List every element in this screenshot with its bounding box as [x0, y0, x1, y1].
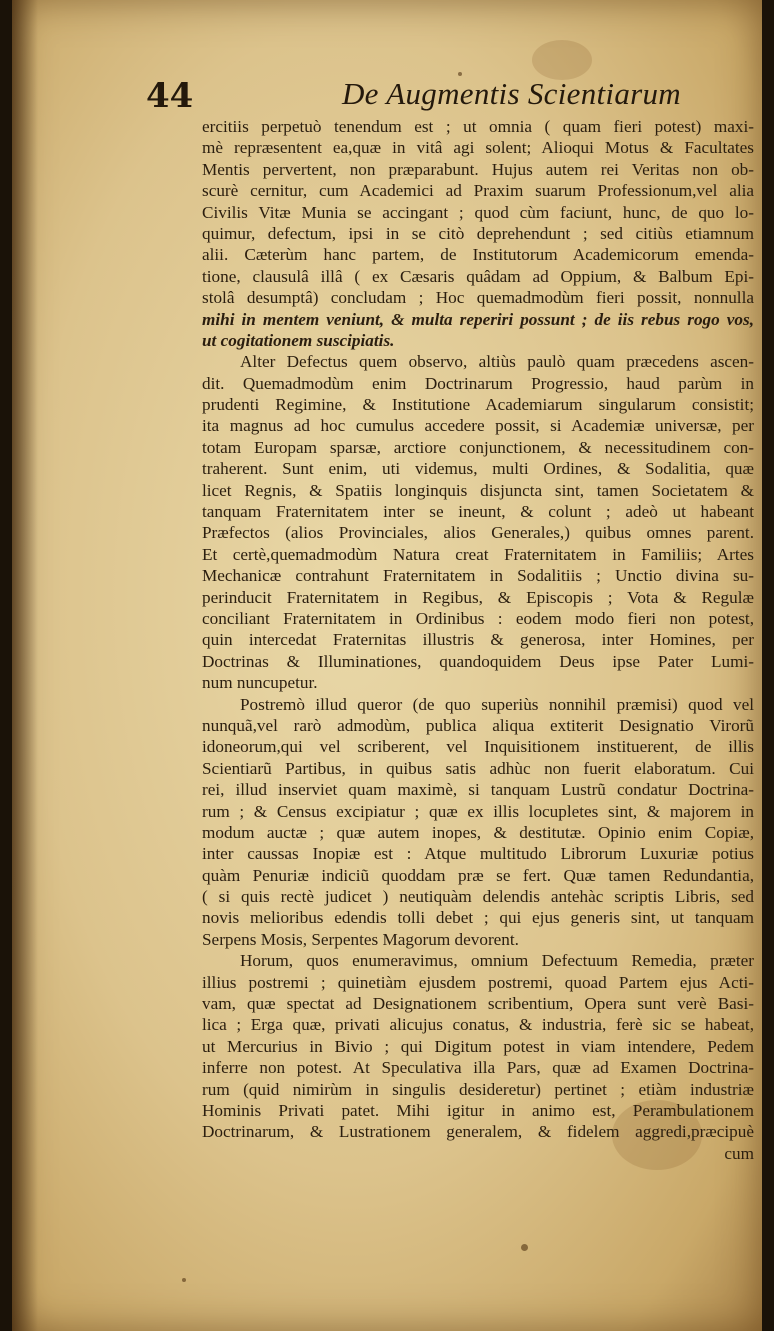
text-line: ut cogitationem suscipiatis. — [202, 330, 395, 350]
text-line: rum ; & Census excipiatur ; quæ ex illis locupletes sint, & majorem in — [202, 801, 754, 821]
running-title: De Augmentis Scientiarum — [342, 76, 681, 111]
paragraph-start: Alter Defectus quem observo, altiùs paulò quam præcedens ascen- — [240, 352, 754, 372]
text-line: Doctrinas & Illuminationes, quandoquidem Deus ipse Pater Lumi- — [202, 651, 754, 671]
text-line: ercitiis perpetuò tenendum est ; ut omnia ( quam fieri potest) maxi- — [202, 117, 754, 136]
text-line: inter caussas Inopiæ est : Atque multitudo Librorum Luxuriæ potius — [202, 844, 754, 864]
foxing-spot — [182, 1278, 186, 1282]
page-header — [12, 74, 762, 122]
text-line: Scientiarũ Partibus, in quibus satis adhùc non fuerit elaboratum. Cui — [202, 758, 754, 778]
text-line: Hominis Privati patet. Mihi igitur in animo est, Perambulationem — [202, 1100, 754, 1120]
text-line: rei, illud inserviet quam maximè, si tanquam Lustrũ condatur Doctrina- — [202, 780, 754, 800]
text-line: quimur, defectum, ipsi in se citò deprehendunt ; sed citiùs etiamnum — [202, 223, 754, 243]
page-number: 44 — [146, 76, 194, 116]
text-line: tione, clausulâ illâ ( ex Cæsaris quâdam ad Oppium, & Balbum Epi- — [202, 266, 754, 286]
text-line: Et certè,quemadmodùm Natura creat Fraternitatem in Familiis; Artes — [202, 544, 754, 564]
text-line: nunquã,vel rarò admodùm, publica aliqua extiterit Designatio Virorũ — [202, 715, 754, 735]
paragraph-start: Postremò illud queror (de quo superiùs nonnihil præmisi) quod vel — [240, 694, 754, 714]
text-line: licet Regnis, & Spatiis longinquis disjuncta sint, tamen Societatem & — [202, 480, 754, 500]
text-line: tanquam Fraternitatem inter se ineunt, & colunt ; adeò ut habeant — [202, 502, 754, 522]
text-line: Præfectos (alios Provinciales, alios Generales,) quibus omnes parent. — [202, 523, 754, 543]
text-line: stolâ desumptâ) concludam ; Hoc quemadmodùm fieri possit, nonnulla — [202, 288, 754, 308]
text-line: Mentis pervertent, non præparabunt. Hujus autem rei Veritas non ob- — [202, 159, 754, 179]
text-line: novis melioribus edendis tolli debet ; qui ejus generis sint, ut tanquam — [202, 908, 754, 928]
page-gutter-shadow — [12, 0, 38, 1331]
text-line: quin intercedat Fraternitas illustris & generosa, inter Homines, per — [202, 630, 754, 650]
text-line: illius postremi ; quinetiàm ejusdem postremi, quoad Partem ejus Acti- — [202, 972, 754, 992]
text-line: mihi in mentem veniunt, & multa reperiri possunt ; de iis rebus rogo vos, — [202, 309, 754, 329]
text-line: Doctrinarum, & Lustrationem generalem, & fidelem aggredi,præcipuè — [202, 1122, 754, 1142]
text-line: conciliant Fraternitatem in Ordinibus : eodem modo fieri non potest, — [202, 608, 754, 628]
text-line: quàm Penuriæ indiciũ quoddam præ se fert. Quæ tamen Redundantia, — [202, 865, 754, 885]
text-line: alii. Cæterùm hanc partem, de Institutorum Academicorum emenda- — [202, 245, 754, 265]
text-line: Serpens Mosis, Serpentes Magorum devorent. — [202, 929, 519, 949]
text-line: Civilis Vitæ Munia se accingant ; quod cùm faciunt, hunc, de quo lo- — [202, 202, 754, 222]
text-line: ita magnus ad hoc cumulus accedere possit, si Academiæ universæ, per — [202, 416, 754, 436]
text-line: mè repræsentent ea,quæ in vitâ agi solent; Alioqui Motus & Facultates — [202, 138, 754, 158]
text-line: prudenti Regimine, & Institutione Academiarum singularum consistit; — [202, 395, 754, 415]
text-line: rum (quid nimirùm in singulis desideretur) pertinet ; etiàm industriæ — [202, 1079, 754, 1099]
text-line: ( si quis rectè judicet ) neutiquàm delendis antehàc scriptis Libris, sed — [202, 887, 754, 907]
text-line: Mechanicæ contrahunt Fraternitatem in Sodalitiis ; Unctio divina su- — [202, 566, 754, 586]
text-line: scurè cernitur, cum Academici ad Praxim suarum Professionum,vel alia — [202, 181, 754, 201]
text-line: traherent. Sunt enim, uti videmus, multi Ordines, & Sodalitia, quæ — [202, 459, 754, 479]
foxing-spot — [521, 1244, 528, 1251]
text-line: perinducit Fraternitatem in Regibus, & Episcopis ; Vota & Regulæ — [202, 587, 754, 607]
text-line: num nuncupetur. — [202, 673, 318, 693]
catchword: cum — [724, 1143, 754, 1163]
text-line: totam Europam sparsæ, arctiore conjunctionem, & necessitudinem con- — [202, 437, 754, 457]
text-line: lica ; Erga quæ, privati alicujus conatus, & industria, ferè sic se habeat, — [202, 1015, 754, 1035]
text-line: ut Mercurius in Bivio ; qui Digitum potest in viam intendere, Pedem — [202, 1036, 754, 1056]
text-line: dit. Quemadmodùm enim Doctrinarum Progressio, haud parùm in — [202, 373, 754, 393]
book-page — [12, 0, 762, 1331]
text-line: idoneorum,qui vel scriberent, vel Inquisitionem instituerent, de illis — [202, 737, 754, 757]
body-text — [202, 116, 754, 1164]
text-line: vam, quæ spectat ad Designationem scribentium, Opera sunt verè Basi- — [202, 994, 754, 1014]
text-line: modum auctæ ; quæ autem inopes, & destitutæ. Opinio enim Copiæ, — [202, 822, 754, 842]
text-line: inferre non potest. At Speculativa illa Pars, quæ ad Examen Doctrina- — [202, 1058, 754, 1078]
paragraph-start: Horum, quos enumeravimus, omnium Defectuum Remedia, præter — [240, 951, 754, 971]
